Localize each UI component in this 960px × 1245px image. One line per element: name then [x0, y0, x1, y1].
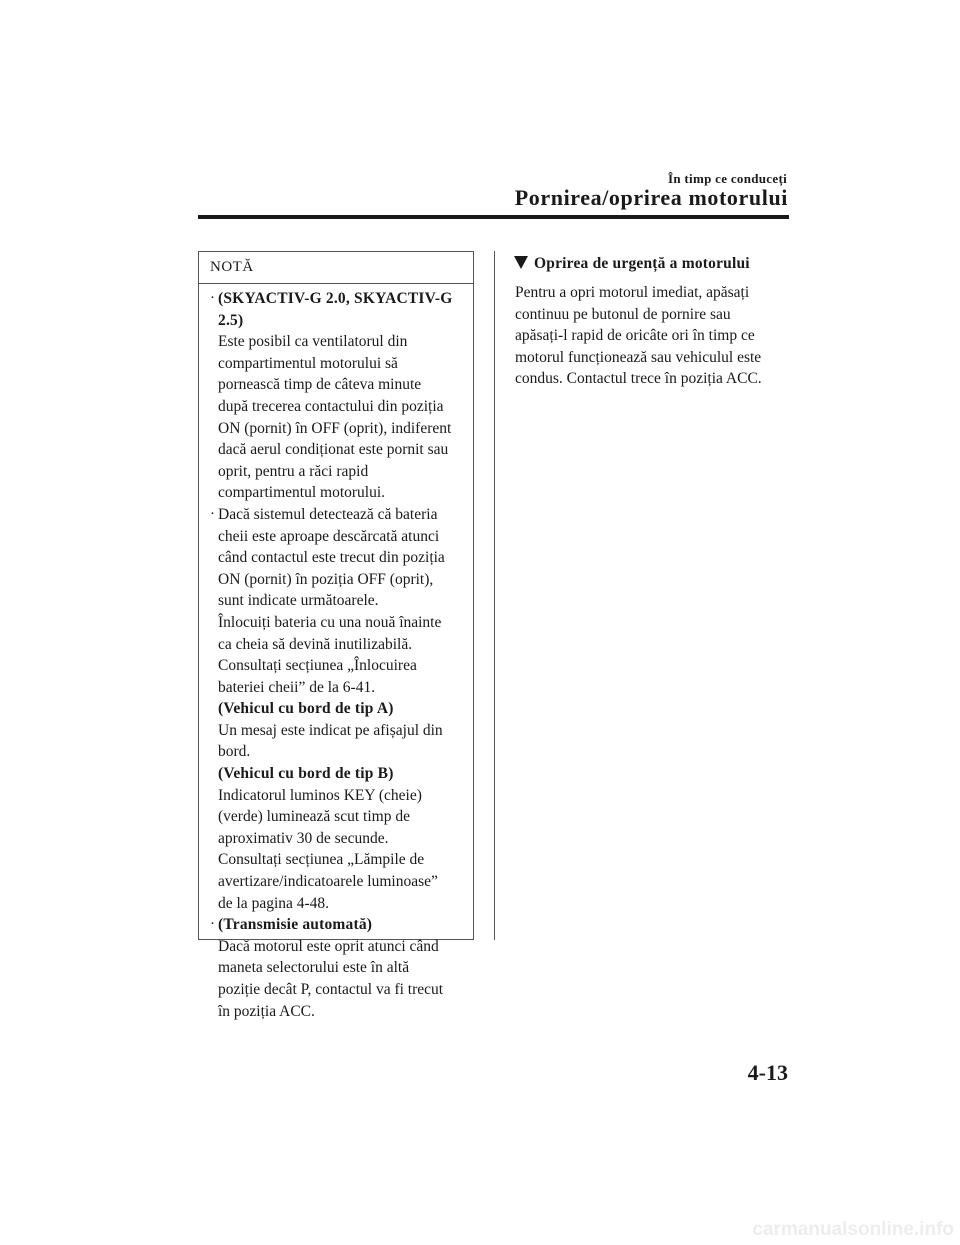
note-text-line: ca cheia să devină inutilizabilă.: [218, 635, 413, 653]
note-text-line: maneta selectorului este în altă: [218, 959, 410, 977]
note-text-line: ON (pornit) în poziția OFF (oprit),: [218, 570, 434, 588]
triangle-down-icon: [514, 256, 528, 269]
note-text-line: în poziția ACC.: [218, 1002, 315, 1020]
section-paragraph: [514, 282, 794, 390]
section-label: În timp ce conduceți: [667, 171, 787, 186]
section-heading-text: Oprirea de urgență a motorului: [534, 255, 750, 272]
paragraph-line: continuu pe butonul de pornire sau: [515, 305, 731, 323]
bullet-dot-icon: ·: [210, 290, 215, 306]
paragraph-line: condus. Contactul trece în poziția ACC.: [515, 370, 762, 387]
note-title: NOTĂ: [210, 259, 254, 275]
header-rule: [198, 215, 789, 219]
note-bullet-item: [203, 914, 469, 1022]
note-text-line: Consultați secțiunea „Înlocuirea: [218, 657, 417, 675]
note-text-line: ON (pornit) în OFF (oprit), indiferent: [218, 419, 452, 437]
note-text-line: bateriei cheii” de la 6-41.: [218, 678, 376, 696]
note-subheading-line: (Vehicul cu bord de tip B): [218, 765, 394, 783]
note-subheading-line: (Transmisie automată): [218, 916, 373, 934]
section-heading: [514, 255, 794, 273]
note-text-line: bord.: [218, 743, 251, 761]
bullet-dot-icon: ·: [210, 916, 215, 933]
paragraph-line: motorul funcționează sau vehiculul este: [515, 348, 762, 366]
note-text-line: pornească timp de câteva minute: [218, 376, 422, 394]
chapter-title: Pornirea/oprirea motorului: [514, 185, 788, 210]
watermark: carmanualsonline.info: [752, 1219, 954, 1240]
note-text-line: după trecerea contactului din poziția: [218, 397, 444, 415]
note-subheading-line: (Vehicul cu bord de tip A): [218, 700, 394, 718]
note-text-line: compartimentul motorului să: [218, 354, 398, 372]
note-text-line: compartimentul motorului.: [218, 484, 386, 502]
bullet-dot-icon: ·: [210, 505, 215, 522]
note-text-line: aproximativ 30 de secunde.: [218, 829, 389, 847]
page-number: 4-13: [747, 1060, 788, 1085]
note-text-line: Dacă sistemul detectează că bateria: [218, 505, 438, 523]
note-text-line: Dacă motorul este oprit atunci când: [218, 937, 439, 955]
note-text-line: oprit, pentru a răci rapid: [218, 462, 369, 480]
note-text-line: dacă aerul condiționat este pornit sau: [218, 441, 449, 459]
note-text-line: Înlocuiți bateria cu una nouă înainte: [218, 613, 442, 631]
note-text-line: poziție decât P, contactul va fi trecut: [218, 981, 444, 998]
note-text-line: Un mesaj este indicat pe afișajul din: [218, 721, 443, 739]
note-content: [203, 288, 469, 1022]
note-bullet-item: [203, 288, 469, 504]
note-text-line: (verde) luminează scut timp de: [218, 808, 410, 826]
note-bullet-item: [203, 504, 469, 914]
paragraph-line: apăsați-l rapid de oricâte ori în timp ce: [515, 327, 755, 344]
note-subheading-line: (SKYACTIV-G 2.0, SKYACTIV-G: [218, 290, 453, 307]
emergency-stop-section: [514, 255, 794, 390]
note-divider: [199, 283, 473, 284]
note-text-line: de la pagina 4-48.: [218, 894, 330, 912]
note-text-line: când contactul este trecut din poziția: [218, 549, 445, 567]
note-text-line: Este posibil ca ventilatorul din: [218, 333, 408, 351]
note-text-line: avertizare/indicatoarele luminoase”: [218, 873, 438, 891]
paragraph-line: Pentru a opri motorul imediat, apăsați: [515, 284, 750, 301]
note-text-line: Consultați secțiunea „Lămpile de: [218, 851, 425, 869]
column-divider: [494, 251, 495, 940]
note-text-line: Indicatorul luminos KEY (cheie): [218, 786, 422, 804]
note-text-line: sunt indicate următoarele.: [218, 592, 379, 610]
note-box: [198, 251, 474, 1020]
note-subheading-line: 2.5): [218, 311, 244, 329]
note-text-line: cheii este aproape descărcată atunci: [218, 527, 440, 545]
